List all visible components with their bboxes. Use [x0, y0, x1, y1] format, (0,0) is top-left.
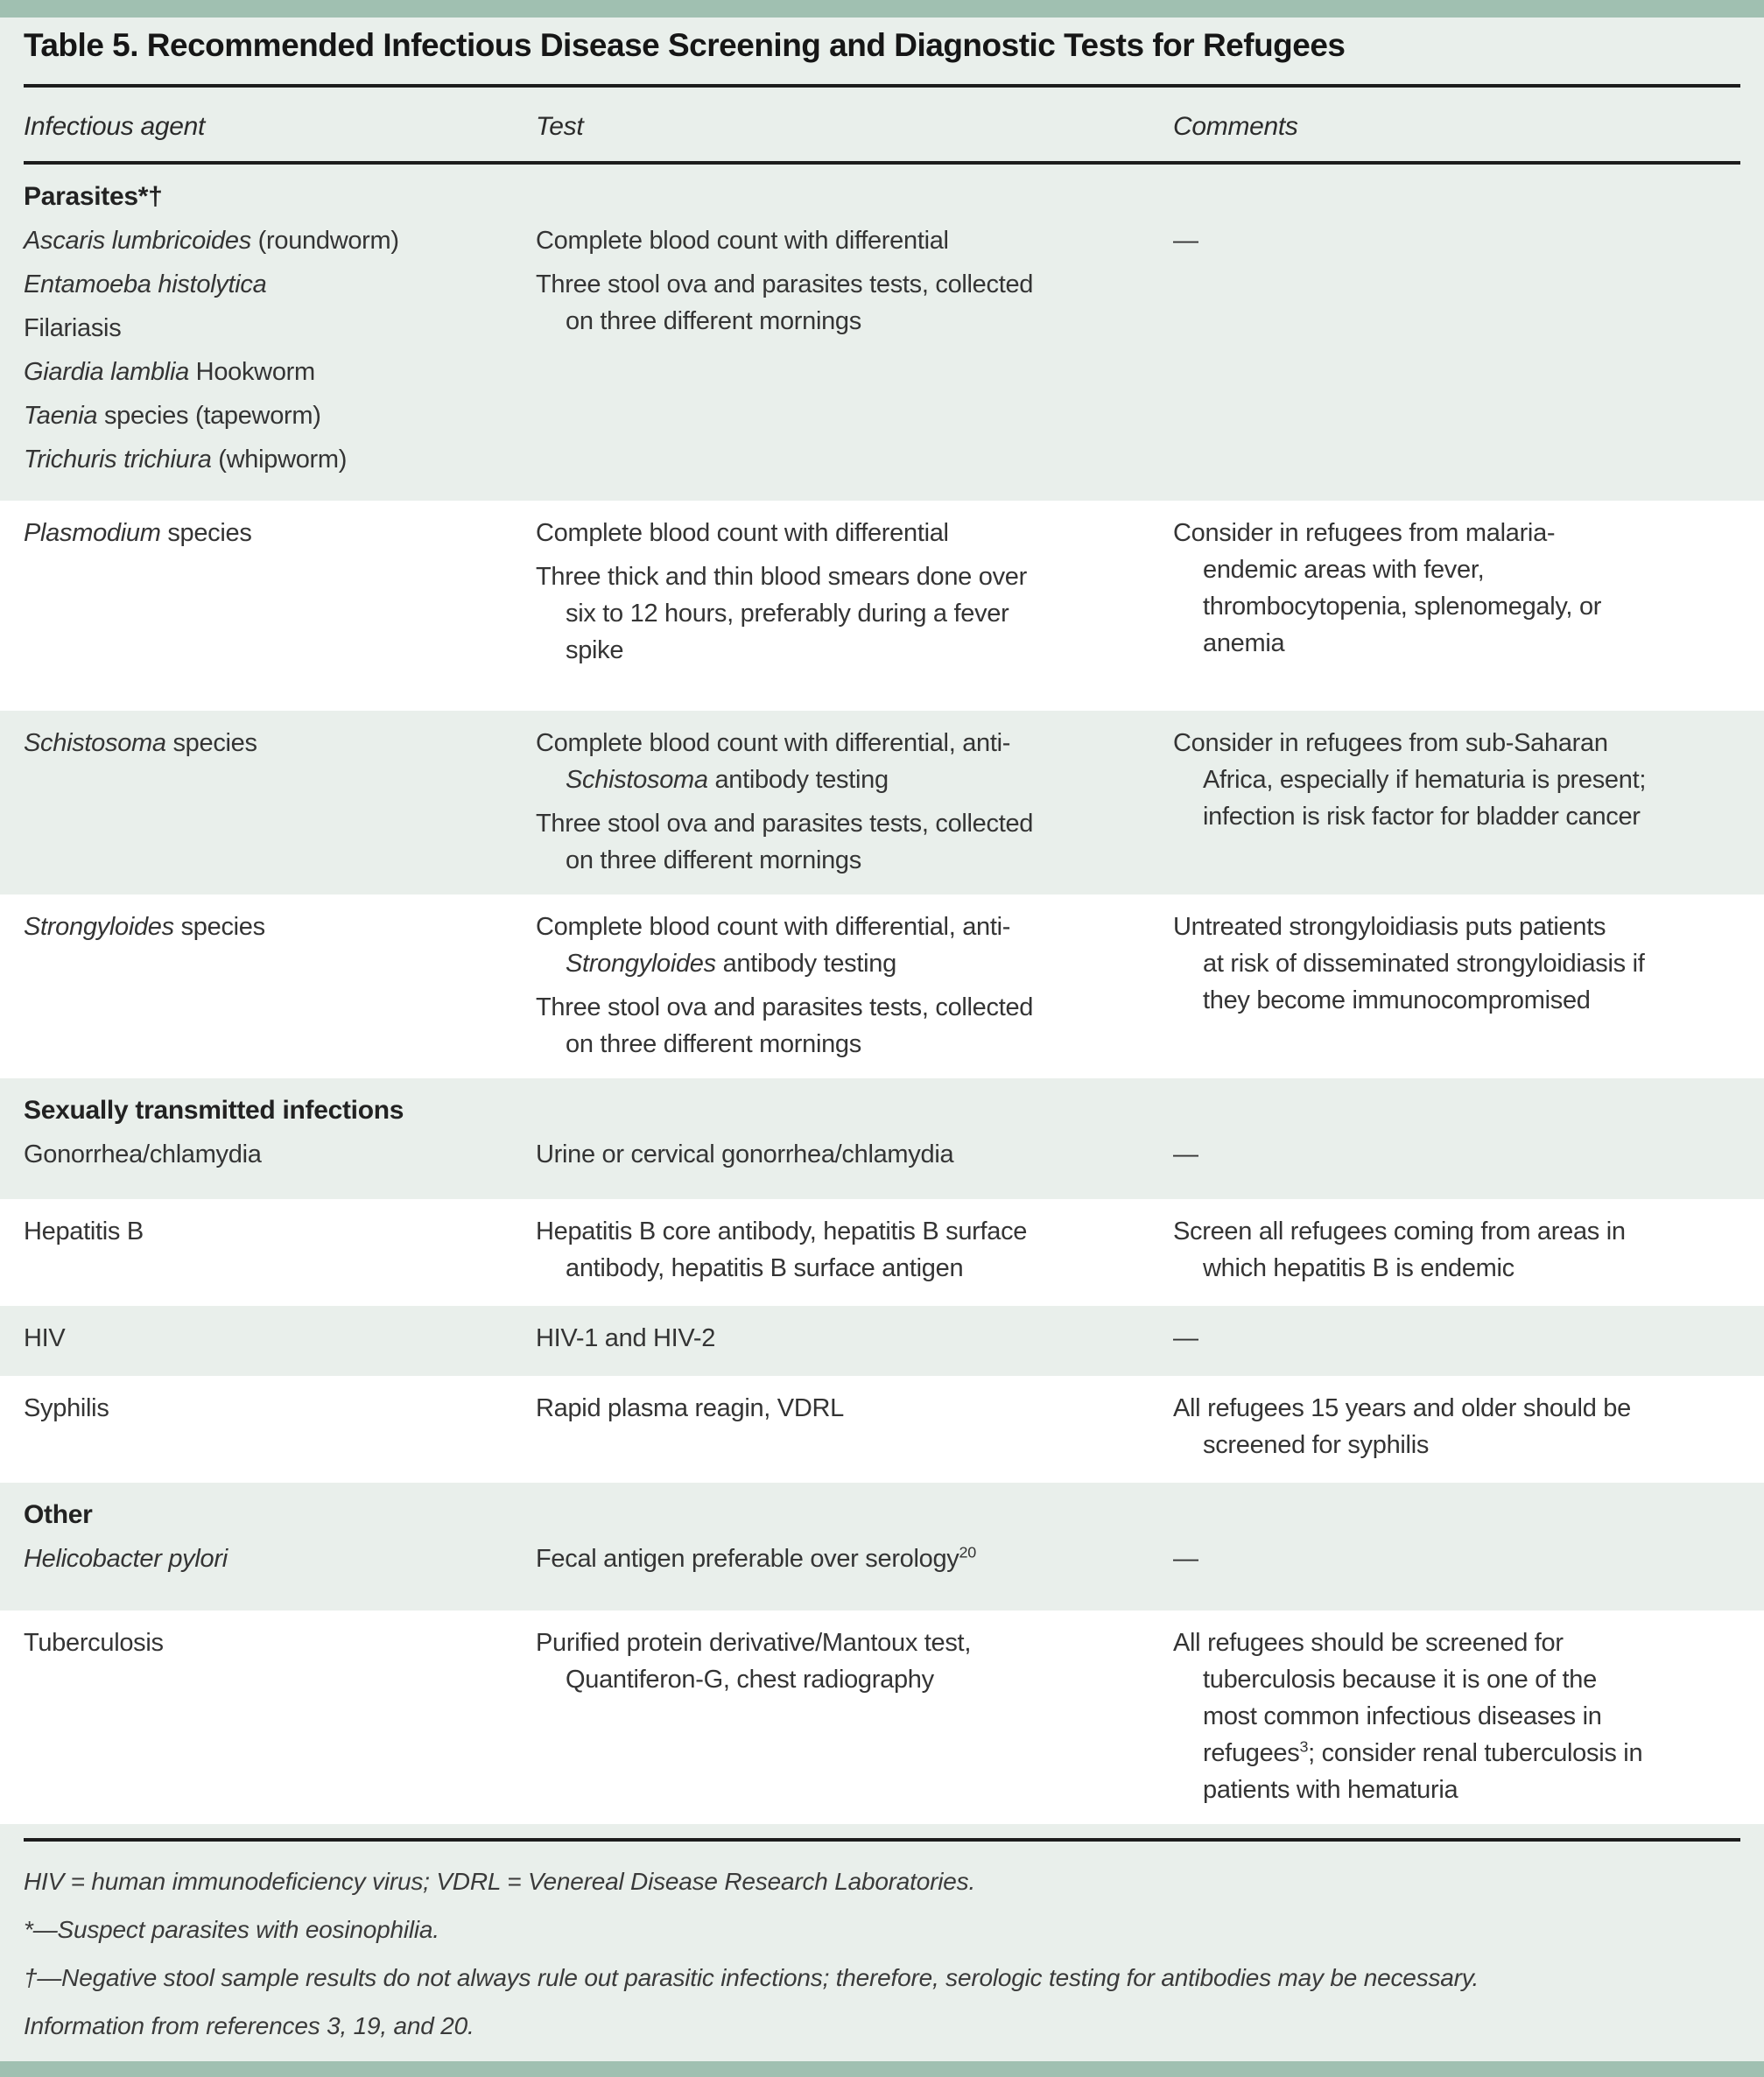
- plain-text: (whipworm): [211, 446, 348, 474]
- text-line: [1173, 1772, 1714, 1808]
- plain-text: at risk of disseminated strongyloidiasis if: [1203, 950, 1645, 978]
- plain-text: thrombocytopenia, splenomegaly, or: [1203, 593, 1602, 621]
- plain-text: Complete blood count with differential, anti-: [536, 729, 1011, 757]
- text-line: [1173, 515, 1714, 551]
- text-line: [24, 1540, 510, 1577]
- text-line: [1173, 1320, 1714, 1357]
- agent-cell: [24, 1390, 536, 1463]
- text-line: [1173, 1213, 1714, 1250]
- text-line: [1173, 1540, 1714, 1577]
- comments-cell: [1173, 725, 1740, 879]
- plain-text: antibody, hepatitis B surface antigen: [566, 1254, 964, 1282]
- text-line: [24, 354, 510, 390]
- plain-text: Hepatitis B: [24, 1217, 144, 1245]
- plain-text: Three stool ova and parasites tests, collected: [536, 270, 1034, 298]
- test-cell: [536, 1136, 1173, 1173]
- table-section-band: [0, 711, 1764, 895]
- text-line: [1173, 1250, 1714, 1287]
- agent-cell: [24, 1136, 536, 1173]
- text-line: [24, 222, 510, 259]
- text-line: [536, 1250, 1149, 1287]
- text-line: [1173, 909, 1714, 945]
- section-header: Sexually transmitted infections: [24, 1096, 404, 1125]
- table-row: [24, 1320, 1740, 1357]
- test-cell: [536, 1540, 1173, 1577]
- top-accent-bar: [0, 0, 1764, 18]
- text-line: [536, 515, 1149, 551]
- plain-text: HIV: [24, 1324, 66, 1352]
- footer-divider: [24, 1838, 1740, 1842]
- plain-text: Quantiferon-G, chest radiography: [566, 1666, 934, 1694]
- text-line: [24, 1213, 510, 1250]
- text-line: [1173, 798, 1714, 835]
- plain-text: —: [1173, 227, 1198, 255]
- plain-text: they become immunocompromised: [1203, 986, 1591, 1014]
- text-line: [1173, 725, 1714, 761]
- agent-cell: [24, 1540, 536, 1577]
- text-line: [24, 725, 510, 761]
- text-line: [24, 515, 510, 551]
- plain-text: Untreated strongyloidiasis puts patients: [1173, 913, 1606, 941]
- table-section-band: [0, 165, 1764, 501]
- comments-cell: [1173, 1136, 1740, 1173]
- plain-text: antibody testing: [715, 950, 896, 978]
- text-line: [24, 266, 510, 303]
- text-line: [24, 1624, 510, 1661]
- plain-text: All refugees 15 years and older should be: [1173, 1394, 1631, 1422]
- text-line: [536, 1026, 1149, 1063]
- bottom-accent-bar: [0, 2061, 1764, 2077]
- italic-text: Strongyloides: [24, 913, 174, 941]
- italic-text: Schistosoma: [24, 729, 166, 757]
- italic-text: Entamoeba histolytica: [24, 270, 267, 298]
- plain-text: All refugees should be screened for: [1173, 1629, 1564, 1657]
- plain-text: which hepatitis B is endemic: [1203, 1254, 1515, 1282]
- italic-text: Plasmodium: [24, 519, 161, 547]
- plain-text: spike: [566, 636, 624, 664]
- table-row: [24, 1624, 1740, 1808]
- plain-text: Tuberculosis: [24, 1629, 164, 1657]
- text-line: [1173, 1735, 1714, 1772]
- text-line: [536, 945, 1149, 982]
- plain-text: —: [1173, 1140, 1198, 1168]
- text-line: [24, 1320, 510, 1357]
- text-line: [536, 266, 1149, 303]
- test-cell: [536, 515, 1173, 669]
- text-line: [536, 222, 1149, 259]
- test-cell: [536, 1320, 1173, 1357]
- text-line: [536, 1661, 1149, 1698]
- text-line: [536, 1320, 1149, 1357]
- text-line: [1173, 945, 1714, 982]
- text-line: [536, 909, 1149, 945]
- plain-text: on three different mornings: [566, 1030, 861, 1058]
- plain-text: Hookworm: [188, 358, 315, 386]
- plain-text: Syphilis: [24, 1394, 109, 1422]
- column-header-comments: Comments: [1173, 112, 1298, 141]
- italic-text: Taenia: [24, 402, 98, 430]
- text-line: [1173, 1661, 1714, 1698]
- table-section-band: [0, 1610, 1764, 1824]
- plain-text: on three different mornings: [566, 307, 861, 335]
- italic-text: Giardia lamblia: [24, 358, 189, 386]
- table-section-band: [0, 1376, 1764, 1483]
- plain-text: species (tapeworm): [97, 402, 321, 430]
- comments-cell: [1173, 1390, 1740, 1463]
- table-section-band: [0, 1078, 1764, 1199]
- test-cell: [536, 725, 1173, 879]
- table-row: [24, 1213, 1740, 1287]
- table-row: [24, 909, 1740, 1063]
- comments-cell: [1173, 1540, 1740, 1577]
- text-line: [24, 1136, 510, 1173]
- plain-text: most common infectious diseases in: [1203, 1702, 1602, 1730]
- text-line: [536, 842, 1149, 879]
- plain-text: —: [1173, 1324, 1198, 1352]
- plain-text: ; consider renal tuberculosis in: [1308, 1739, 1643, 1767]
- comments-cell: [1173, 1624, 1740, 1808]
- text-line: [536, 632, 1149, 669]
- footnote-line: HIV = human immunodeficiency virus; VDRL = Venereal Disease Research Laboratories.: [24, 1868, 976, 1895]
- plain-text: refugees: [1203, 1739, 1300, 1767]
- plain-text: species: [173, 913, 265, 941]
- plain-text: Hepatitis B core antibody, hepatitis B surface: [536, 1217, 1028, 1245]
- plain-text: Complete blood count with differential, anti-: [536, 913, 1011, 941]
- plain-text: on three different mornings: [566, 846, 861, 874]
- test-cell: [536, 1624, 1173, 1808]
- footnote-line: †—Negative stool sample results do not always rule out parasitic infections; therefore, serologic testing for antibodies may be necessary.: [24, 1964, 1479, 1991]
- plain-text: species: [165, 729, 257, 757]
- italic-text: Schistosoma: [566, 766, 708, 794]
- table-row: [24, 725, 1740, 879]
- plain-text: patients with hematuria: [1203, 1776, 1458, 1804]
- text-line: [1173, 1427, 1714, 1463]
- comments-cell: [1173, 909, 1740, 1063]
- table-body: [0, 165, 1764, 1824]
- text-line: [24, 441, 510, 478]
- text-line: [536, 303, 1149, 340]
- text-line: [24, 397, 510, 434]
- plain-text: Fecal antigen preferable over serology: [536, 1545, 959, 1573]
- plain-text: screened for syphilis: [1203, 1431, 1430, 1459]
- plain-text: Africa, especially if hematuria is present;: [1203, 766, 1647, 794]
- text-line: [1173, 551, 1714, 588]
- column-header-test: Test: [536, 112, 584, 141]
- agent-cell: [24, 222, 536, 478]
- plain-text: anemia: [1203, 629, 1285, 657]
- superscript-reference: 20: [959, 1543, 976, 1561]
- plain-text: Consider in refugees from malaria-: [1173, 519, 1556, 547]
- plain-text: endemic areas with fever,: [1203, 556, 1485, 584]
- plain-text: Consider in refugees from sub-Saharan: [1173, 729, 1608, 757]
- text-line: [1173, 222, 1714, 259]
- plain-text: HIV-1 and HIV-2: [536, 1324, 716, 1352]
- agent-cell: [24, 1624, 536, 1808]
- comments-cell: [1173, 1213, 1740, 1287]
- agent-cell: [24, 1320, 536, 1357]
- table-title: Table 5. Recommended Infectious Disease Screening and Diagnostic Tests for Refugees: [24, 27, 1346, 63]
- italic-text: Strongyloides: [566, 950, 716, 978]
- plain-text: Three stool ova and parasites tests, collected: [536, 993, 1034, 1021]
- table-row: [24, 1136, 1740, 1173]
- test-cell: [536, 1213, 1173, 1287]
- plain-text: Complete blood count with differential: [536, 227, 949, 255]
- plain-text: Three stool ova and parasites tests, collected: [536, 810, 1034, 838]
- section-header: Other: [24, 1500, 93, 1529]
- plain-text: Screen all refugees coming from areas in: [1173, 1217, 1626, 1245]
- agent-cell: [24, 1213, 536, 1287]
- text-line: [24, 1390, 510, 1427]
- table-footer: [0, 1838, 1764, 2044]
- text-line: [536, 989, 1149, 1026]
- footnote-line: *—Suspect parasites with eosinophilia.: [24, 1916, 439, 1943]
- italic-text: Helicobacter pylori: [24, 1545, 228, 1573]
- text-line: [1173, 982, 1714, 1019]
- text-line: [536, 1390, 1149, 1427]
- table-section-band: [0, 895, 1764, 1078]
- plain-text: Urine or cervical gonorrhea/chlamydia: [536, 1140, 954, 1168]
- test-cell: [536, 909, 1173, 1063]
- section-header: Parasites*†: [24, 182, 163, 211]
- agent-cell: [24, 515, 536, 669]
- column-header-infectious-agent: Infectious agent: [24, 112, 206, 141]
- table-row: [24, 1390, 1740, 1463]
- title-divider: [24, 84, 1740, 88]
- text-line: [24, 310, 510, 347]
- footnote-line: Information from references 3, 19, and 20.: [24, 2012, 474, 2039]
- plain-text: Three thick and thin blood smears done over: [536, 563, 1027, 591]
- text-line: [536, 725, 1149, 761]
- text-line: [536, 1624, 1149, 1661]
- text-line: [1173, 625, 1714, 662]
- plain-text: six to 12 hours, preferably during a fever: [566, 600, 1009, 628]
- test-cell: [536, 1390, 1173, 1463]
- text-line: [536, 805, 1149, 842]
- table-section-band: [0, 1306, 1764, 1376]
- text-line: [536, 1213, 1149, 1250]
- text-line: [536, 1136, 1149, 1173]
- superscript-reference: 3: [1299, 1737, 1309, 1756]
- plain-text: tuberculosis because it is one of the: [1203, 1666, 1597, 1694]
- text-line: [1173, 1136, 1714, 1173]
- plain-text: Rapid plasma reagin, VDRL: [536, 1394, 844, 1422]
- comments-cell: [1173, 222, 1740, 478]
- plain-text: —: [1173, 1545, 1198, 1573]
- text-line: [1173, 1390, 1714, 1427]
- comments-cell: [1173, 1320, 1740, 1357]
- text-line: [536, 761, 1149, 798]
- table-row: [24, 1540, 1740, 1577]
- agent-cell: [24, 909, 536, 1063]
- text-line: [536, 558, 1149, 595]
- table-row: [24, 222, 1740, 478]
- plain-text: Filariasis: [24, 314, 122, 342]
- table-section-band: [0, 1199, 1764, 1306]
- text-line: [536, 595, 1149, 632]
- table-row: [24, 515, 1740, 669]
- text-line: [536, 1540, 1149, 1577]
- footnotes-block: [24, 1864, 1740, 2044]
- plain-text: species: [160, 519, 252, 547]
- italic-text: Trichuris trichiura: [24, 446, 212, 474]
- text-line: [1173, 761, 1714, 798]
- text-line: [1173, 588, 1714, 625]
- italic-text: Ascaris lumbricoides: [24, 227, 251, 255]
- plain-text: (roundworm): [250, 227, 399, 255]
- column-header-row: [24, 109, 1740, 145]
- text-line: [1173, 1624, 1714, 1661]
- plain-text: Complete blood count with differential: [536, 519, 949, 547]
- table-section-band: [0, 501, 1764, 711]
- test-cell: [536, 222, 1173, 478]
- agent-cell: [24, 725, 536, 879]
- table-section-band: [0, 1483, 1764, 1610]
- plain-text: infection is risk factor for bladder cancer: [1203, 803, 1641, 831]
- plain-text: antibody testing: [707, 766, 889, 794]
- comments-cell: [1173, 515, 1740, 669]
- text-line: [24, 909, 510, 945]
- plain-text: Purified protein derivative/Mantoux test,: [536, 1629, 972, 1657]
- plain-text: Gonorrhea/chlamydia: [24, 1140, 262, 1168]
- text-line: [1173, 1698, 1714, 1735]
